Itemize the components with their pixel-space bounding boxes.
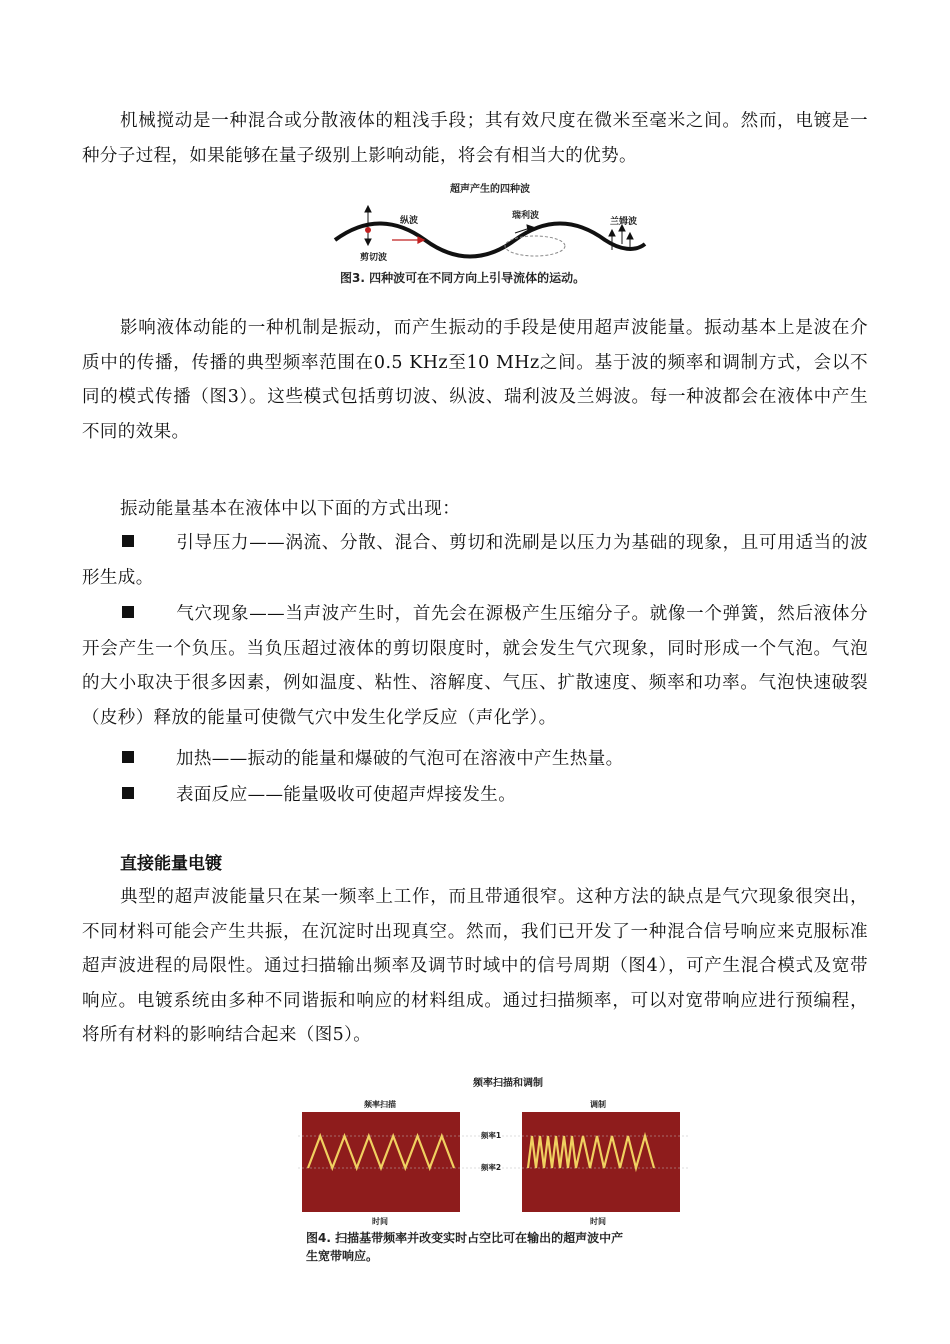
section-heading: 直接能量电镀 bbox=[120, 854, 222, 874]
freq1-label: 频率1 bbox=[480, 1131, 502, 1140]
label-rayleigh: 瑞利波 bbox=[512, 211, 540, 221]
frequency-sweep-panel bbox=[302, 1112, 460, 1212]
paragraph-vibration: 影响液体动能的一种机制是振动，而产生振动的手段是使用超声波能量。振动基本上是波在介质中的传播，传播的典型频率范围在0.5 KHz至10 MHz之间。基于波的频率和调制方式，会以不同的模式传播（图3）。这些模式包括剪切波、纵波、瑞利波及兰姆波。每一种波都会在液体中产生不同的效果。 bbox=[82, 318, 868, 442]
time-label-right: 时间 bbox=[590, 1217, 606, 1226]
freq2-label: 频率2 bbox=[480, 1163, 502, 1172]
wave-line bbox=[335, 224, 645, 257]
label-shear: 剪切波 bbox=[360, 253, 388, 263]
left-panel-title: 频率扫描 bbox=[364, 1100, 396, 1109]
list-item: 气穴现象——当声波产生时，首先会在源极产生压缩分子。就像一个弹簧，然后液体分开会产生一个负压。当负压超过液体的剪切限度时，就会发生气穴现象，同时形成一个气泡。气泡的大小取决于很多因素，例如温度、粘性、溶解度、气压、扩散速度、频率和功率。气泡快速破裂（皮秒）释放的能量可使微气穴中发生化学反应（声化学）。 bbox=[82, 604, 868, 728]
figure-3-caption: 图3. 四种波可在不同方向上引导流体的运动。 bbox=[340, 271, 586, 285]
label-lamb: 兰姆波 bbox=[610, 217, 638, 227]
figure-4-caption-line1: 图4. 扫描基带频率并改变实时占空比可在输出的超声波中产 bbox=[306, 1231, 624, 1245]
paragraph-vibration-modes-intro: 振动能量基本在液体中以下面的方式出现： bbox=[120, 499, 461, 519]
bullet-square-icon bbox=[122, 606, 134, 618]
shear-dot bbox=[365, 227, 371, 233]
longitudinal-arrows bbox=[392, 237, 424, 243]
paragraph-direct-energy: 典型的超声波能量只在某一频率上工作，而且带通很窄。这种方法的缺点是气穴现象很突出，不同材料可能会产生共振，在沉淀时出现真空。然而，我们已开发了一种混合信号响应来克服标准超声波进程的局限性。通过扫描输出频率及调节时域中的信号周期（图4），可产生混合模式及宽带响应。电镀系统由多种不同谐振和响应的材料组成。通过扫描频率，可以对宽带响应进行预编程，将所有材料的影响结合起来（图5）。 bbox=[82, 887, 868, 1045]
figure-3-four-waves bbox=[330, 178, 650, 290]
right-panel-title: 调制 bbox=[590, 1100, 606, 1109]
paragraph-mechanical-agitation: 机械搅动是一种混合或分散液体的粗浅手段；其有效尺度在微米至毫米之间。然而，电镀是一种分子过程，如果能够在量子级别上影响动能，将会有相当大的优势。 bbox=[82, 111, 868, 166]
figure-4-frequency-sweep bbox=[298, 1074, 698, 1274]
label-longitudinal: 纵波 bbox=[400, 216, 419, 226]
list-item: 加热——振动的能量和爆破的气泡可在溶液中产生热量。 bbox=[82, 742, 868, 777]
time-label-left: 时间 bbox=[372, 1217, 388, 1226]
bullet-square-icon bbox=[122, 535, 134, 547]
list-item: 引导压力——涡流、分散、混合、剪切和洗刷是以压力为基础的现象，且可用适当的波形生成。 bbox=[82, 533, 868, 588]
figure-3-title: 超声产生的四种波 bbox=[450, 184, 530, 195]
list-item: 表面反应——能量吸收可使超声焊接发生。 bbox=[82, 778, 868, 813]
bullet-square-icon bbox=[122, 787, 134, 799]
bullet-square-icon bbox=[122, 751, 134, 763]
figure-4-title: 频率扫描和调制 bbox=[473, 1078, 543, 1089]
figure-4-caption-line2: 生宽带响应。 bbox=[306, 1249, 379, 1263]
